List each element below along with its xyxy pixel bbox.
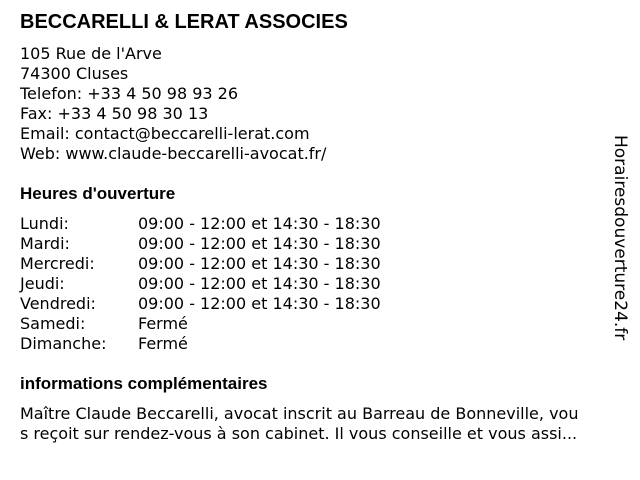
day-label: Jeudi: — [20, 274, 65, 293]
email-address: Email: contact@beccarelli-lerat.com — [20, 124, 310, 143]
day-hours: Fermé — [138, 334, 188, 353]
day-label: Lundi: — [20, 214, 69, 233]
day-label: Mercredi: — [20, 254, 95, 273]
fax-number: Fax: +33 4 50 98 30 13 — [20, 104, 209, 123]
business-name: BECCARELLI & LERAT ASSOCIES — [20, 11, 348, 33]
day-hours: 09:00 - 12:00 et 14:30 - 18:30 — [138, 294, 381, 313]
address-city: 74300 Cluses — [20, 64, 129, 83]
site-watermark: Horairesdouverture24.fr — [610, 135, 630, 341]
day-hours: 09:00 - 12:00 et 14:30 - 18:30 — [138, 274, 381, 293]
hours-row-friday — [20, 294, 381, 314]
day-label: Vendredi: — [20, 294, 96, 313]
hours-row-tuesday — [20, 234, 381, 254]
opening-hours-table — [20, 214, 381, 354]
address-street: 105 Rue de l'Arve — [20, 44, 162, 63]
phone-number: Telefon: +33 4 50 98 93 26 — [20, 84, 239, 103]
info-line-1: Maître Claude Beccarelli, avocat inscrit au Barreau de Bonneville, vou — [20, 404, 579, 423]
additional-info-text — [20, 404, 632, 444]
day-label: Dimanche: — [20, 334, 107, 353]
hours-row-thursday — [20, 274, 381, 294]
hours-row-sunday — [20, 334, 381, 354]
website-url: Web: www.claude-beccarelli-avocat.fr/ — [20, 144, 327, 163]
day-hours: 09:00 - 12:00 et 14:30 - 18:30 — [138, 234, 381, 253]
info-line-2: s reçoit sur rendez-vous à son cabinet. Il vous conseille et vous assi... — [20, 424, 578, 443]
opening-hours-heading: Heures d'ouverture — [20, 184, 176, 203]
hours-row-monday — [20, 214, 381, 234]
additional-info-heading: informations complémentaires — [20, 374, 268, 393]
day-label: Samedi: — [20, 314, 86, 333]
contact-block — [20, 44, 326, 164]
day-hours: Fermé — [138, 314, 188, 333]
hours-row-wednesday — [20, 254, 381, 274]
day-label: Mardi: — [20, 234, 70, 253]
day-hours: 09:00 - 12:00 et 14:30 - 18:30 — [138, 214, 381, 233]
day-hours: 09:00 - 12:00 et 14:30 - 18:30 — [138, 254, 381, 273]
hours-row-saturday — [20, 314, 381, 334]
